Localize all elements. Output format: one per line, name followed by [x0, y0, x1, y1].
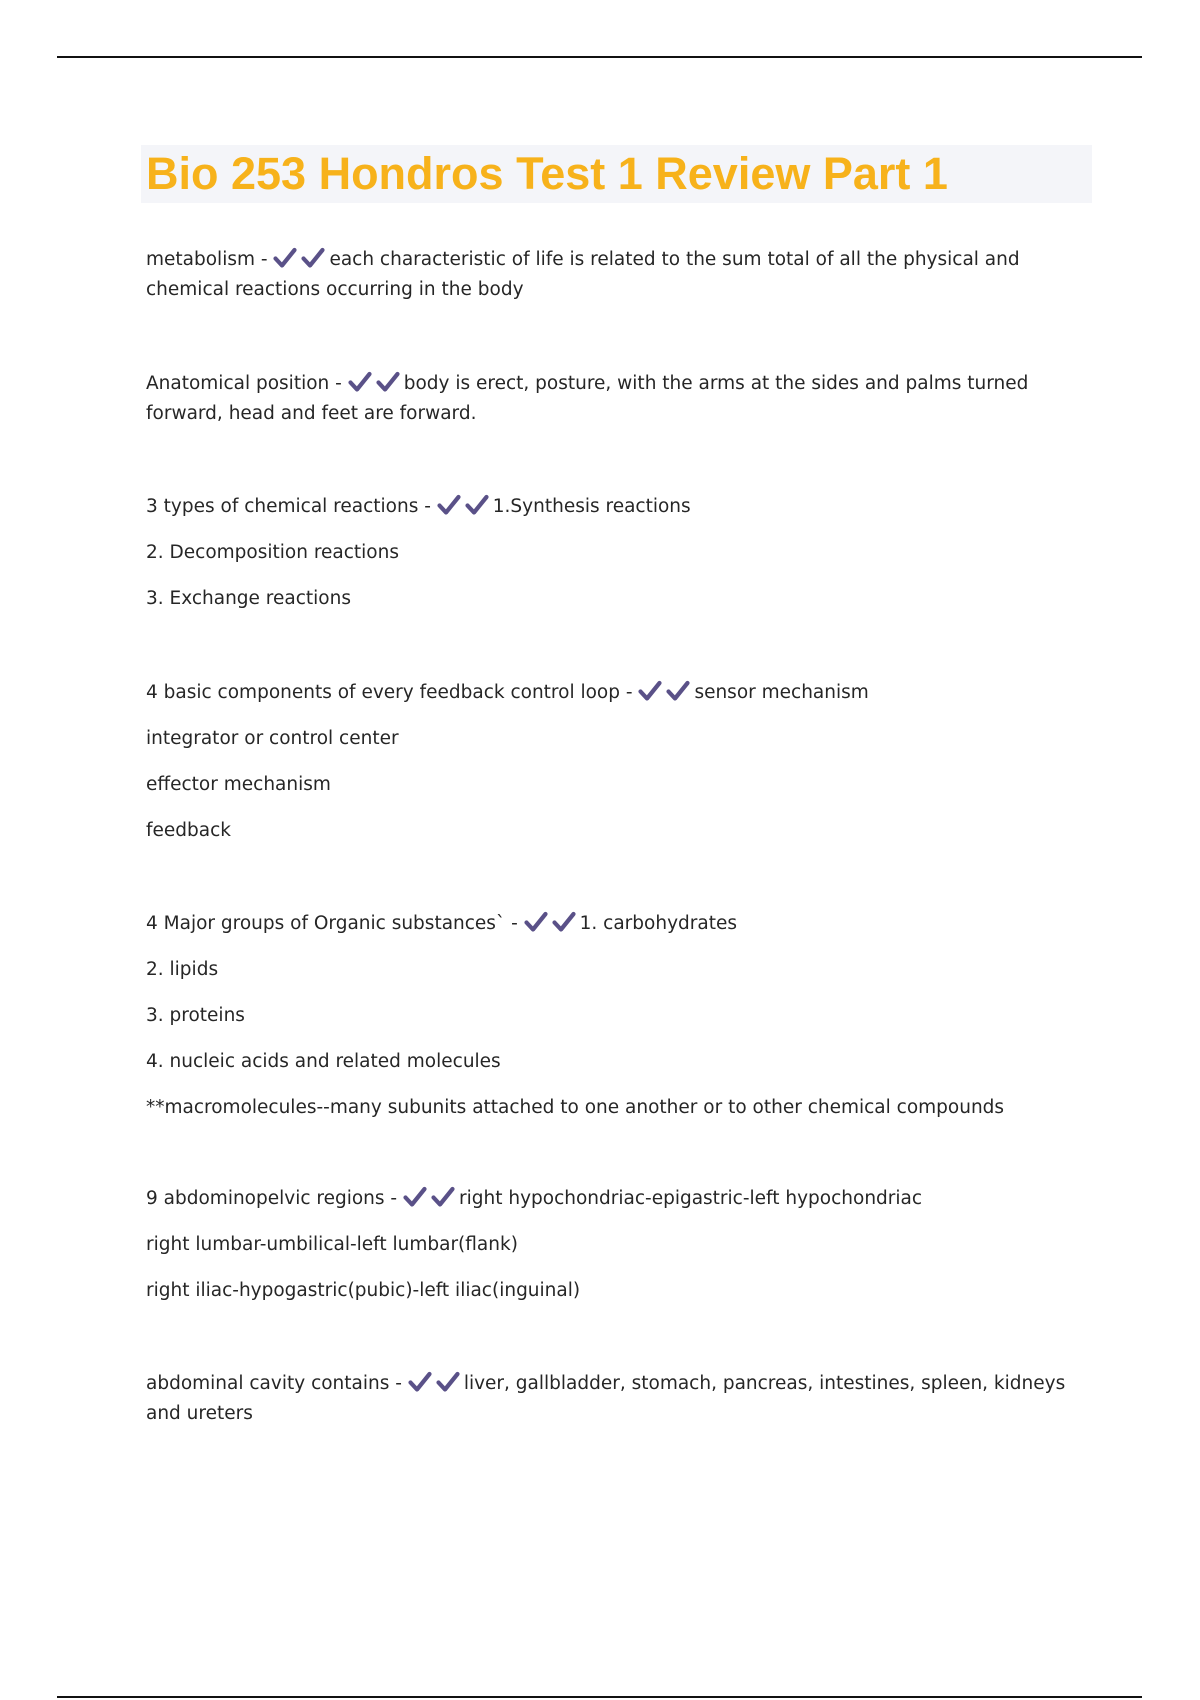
answer-line: 4. nucleic acids and related molecules [146, 1051, 501, 1072]
checkmark-icon [552, 911, 576, 933]
term-text: metabolism - [146, 249, 274, 270]
qa-line [146, 1184, 1096, 1214]
checkmark-icon [273, 247, 297, 269]
term-text: 4 Major groups of Organic substances` - [146, 913, 524, 934]
answer-line: 2. Decomposition reactions [146, 542, 399, 563]
answer-text: right hypochondriac-epigastric-left hypochondriac [459, 1188, 923, 1209]
answer-text: liver, gallbladder, stomach, pancreas, intestines, spleen, kidneys and ureters [146, 1373, 1066, 1424]
entry-metabolism [146, 245, 1096, 305]
answer-text: 1. carbohydrates [579, 913, 737, 934]
entry-abdominal-cavity [146, 1369, 1096, 1429]
checkmark-icon [408, 1371, 432, 1393]
answer-text: body is erect, posture, with the arms at the sides and palms turned forward, head and feet are forward. [146, 373, 1029, 424]
bottom-rule [57, 1696, 1142, 1698]
answer-line: **macromolecules--many subunits attached to one another or to other chemical compounds [146, 1097, 1005, 1118]
answer-line: right lumbar-umbilical-left lumbar(flank) [146, 1234, 518, 1255]
term-text: Anatomical position - [146, 373, 348, 394]
term-text: abdominal cavity contains - [146, 1373, 408, 1394]
entry-feedback-loop [146, 678, 1096, 846]
checkmark-icon [301, 247, 325, 269]
answer-line: 3. Exchange reactions [146, 588, 351, 609]
term-text: 3 types of chemical reactions - [146, 496, 437, 517]
answer-line: 2. lipids [146, 959, 219, 980]
checkmark-icon [436, 1371, 460, 1393]
qa-line [146, 1369, 1096, 1429]
term-text: 4 basic components of every feedback control loop - [146, 682, 639, 703]
qa-line [146, 909, 1096, 939]
answer-line: effector mechanism [146, 774, 331, 795]
answer-line: right iliac-hypogastric(pubic)-left iliac(inguinal) [146, 1280, 581, 1301]
checkmark-icon [403, 1186, 427, 1208]
term-text: 9 abdominopelvic regions - [146, 1188, 403, 1209]
checkmark-icon [524, 911, 548, 933]
qa-line [146, 492, 1096, 522]
qa-line [146, 369, 1096, 429]
answer-text: 1.Synthesis reactions [492, 496, 691, 517]
qa-line [146, 678, 1096, 708]
document-title: Bio 253 Hondros Test 1 Review Part 1 [146, 148, 948, 199]
qa-line [146, 245, 1096, 305]
checkmark-icon [348, 371, 372, 393]
answer-text: sensor mechanism [694, 682, 869, 703]
answer-line: integrator or control center [146, 728, 399, 749]
entry-chemical-reactions [146, 492, 1096, 614]
answer-text: each characteristic of life is related to the sum total of all the physical and chemical reactions occurring in the body [146, 249, 1020, 300]
checkmark-icon [437, 494, 461, 516]
checkmark-icon [465, 494, 489, 516]
top-rule [57, 56, 1142, 58]
checkmark-icon [376, 371, 400, 393]
entry-organic-substances [146, 909, 1096, 1123]
checkmark-icon [431, 1186, 455, 1208]
checkmark-icon [638, 680, 662, 702]
answer-line: 3. proteins [146, 1005, 245, 1026]
checkmark-icon [666, 680, 690, 702]
entry-anatomical-position [146, 369, 1096, 429]
answer-line: feedback [146, 820, 231, 841]
entry-abdominopelvic-regions [146, 1184, 1096, 1306]
